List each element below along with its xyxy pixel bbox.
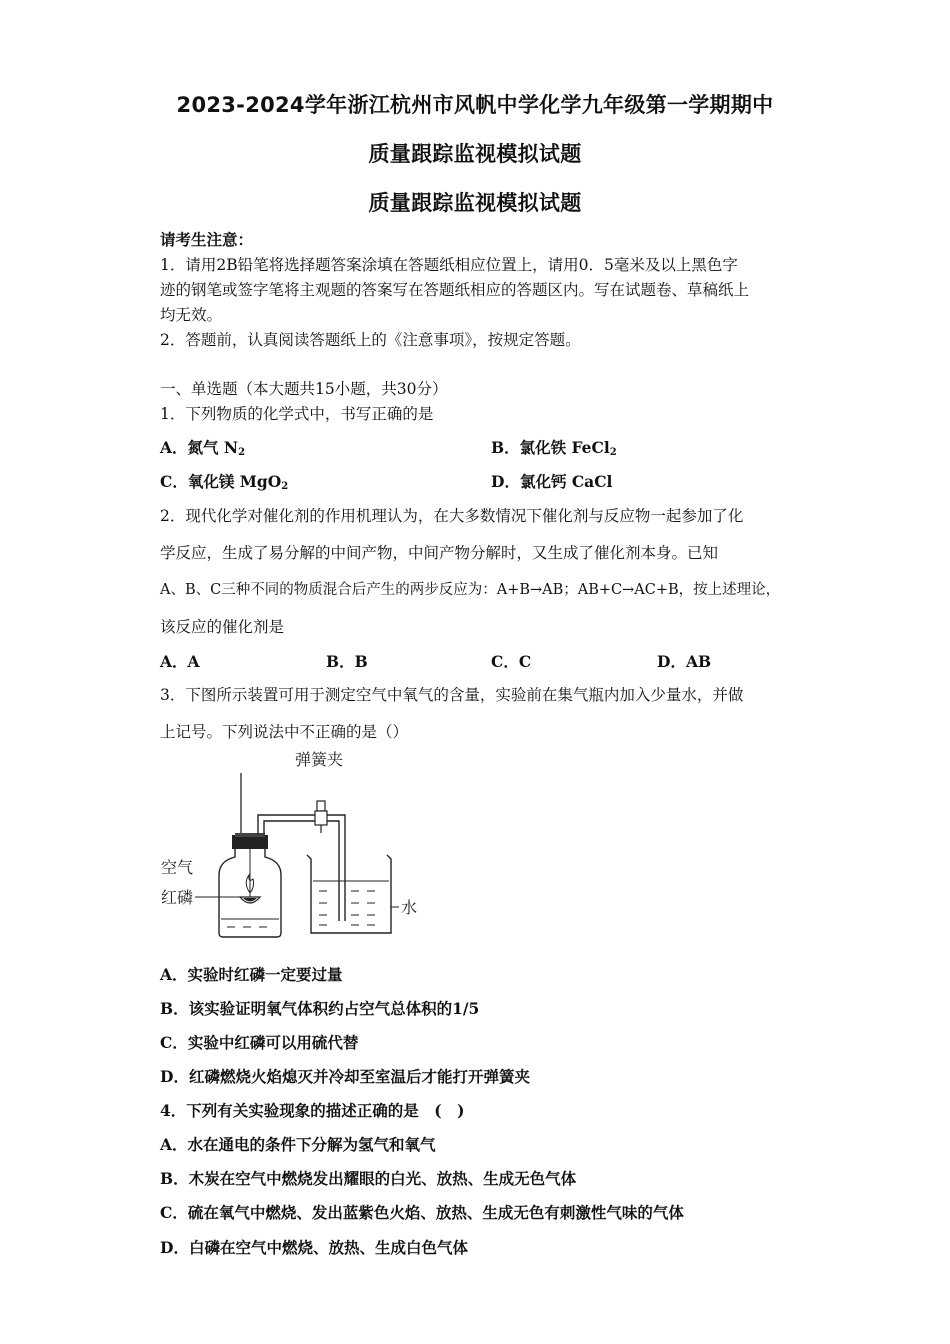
q2-option-d: D．AB [657, 652, 712, 671]
q1-option-b-text: B．氯化铁 FeCl [491, 438, 610, 457]
notice-item2: 2．答题前，认真阅读答题纸上的《注意事项》，按规定答题。 [160, 331, 581, 349]
q1-option-a-sub: 2 [238, 447, 246, 458]
q1-option-c-text: C．氧化镁 MgO [160, 472, 282, 491]
q1-option-d [491, 470, 612, 492]
q3-option-d: D．红磷燃烧火焰熄灭并冷却至室温后才能打开弹簧夹 [160, 1067, 530, 1086]
q1-option-b [491, 436, 617, 458]
label-water: 水 [401, 898, 418, 917]
q3-option-b: B．该实验证明氧气体积约占空气总体积的1/5 [160, 999, 480, 1018]
connecting-tube-inner [264, 821, 339, 921]
spring-clip-top [317, 801, 325, 811]
q4-option-c: C．硫在氧气中燃烧、发出蓝紫色火焰、放热、生成无色有刺激性气味的气体 [160, 1203, 684, 1222]
notice-heading: 请考生注意： [160, 230, 254, 249]
q4-option-d: D．白磷在空气中燃烧、放热、生成白色气体 [160, 1238, 468, 1257]
oxygen-apparatus-figure [155, 745, 425, 945]
q2-stem-line1: 2．现代化学对催化剂的作用机理认为，在大多数情况下催化剂与反应物一起参加了化 [160, 507, 744, 525]
q3-stem-line1: 3．下图所示装置可用于测定空气中氧气的含量，实验前在集气瓶内加入少量水，并做 [160, 686, 744, 704]
q4-option-b: B．木炭在空气中燃烧发出耀眼的白光、放热、生成无色气体 [160, 1169, 577, 1188]
q1-option-c-sub: 2 [281, 481, 289, 492]
exam-title-line3: 质量跟踪监视模拟试题 [368, 191, 582, 215]
q2-option-a: A．A [160, 652, 200, 671]
q1-option-b-sub: 2 [609, 447, 617, 458]
notice-item1-line3: 均无效。 [160, 306, 223, 324]
q1-option-d-text: D．氯化钙 CaCl [491, 472, 613, 491]
q2-option-b: B．B [326, 652, 368, 671]
q4-stem: 4．下列有关实验现象的描述正确的是 ( ) [160, 1101, 465, 1120]
exam-title-line1: 2023-2024学年浙江杭州市风帆中学化学九年级第一学期期中 [176, 93, 774, 117]
q2-stem-line4: 该反应的催化剂是 [160, 618, 285, 636]
q4-option-a: A．水在通电的条件下分解为氢气和氧气 [160, 1135, 436, 1154]
beaker-water-dashes [319, 891, 375, 925]
q1-stem: 1．下列物质的化学式中，书写正确的是 [160, 405, 434, 423]
q3-option-a: A．实验时红磷一定要过量 [160, 965, 343, 984]
bottle-stopper [232, 835, 268, 849]
notice-item1-line2: 迹的钢笔或签字笔将主观题的答案写在答题纸相应的答题区内。写在试题卷、草稿纸上 [160, 281, 750, 299]
beaker [307, 855, 391, 933]
q1-option-c [160, 470, 288, 492]
q1-option-a [160, 436, 245, 458]
label-air: 空气 [161, 858, 194, 877]
connecting-tube-outer [258, 815, 345, 921]
q2-stem-line2: 学反应，生成了易分解的中间产物，中间产物分解时，又生成了催化剂本身。已知 [160, 544, 719, 562]
label-red-phosphorus: 红磷 [161, 888, 194, 907]
q3-option-c: C．实验中红磷可以用硫代替 [160, 1033, 359, 1052]
stopper-top [235, 833, 265, 837]
q1-option-a-text: A．氮气 N [160, 438, 239, 457]
exam-title-line2: 质量跟踪监视模拟试题 [368, 142, 582, 166]
q2-option-c: C．C [491, 652, 532, 671]
q3-stem-line2: 上记号。下列说法中不正确的是（） [160, 723, 409, 741]
spring-clip-body [315, 811, 327, 825]
q2-stem-line3: A、B、C三种不同的物质混合后产生的两步反应为：A+B→AB；AB+C→AC+B，按上述理论， [160, 582, 781, 598]
label-spring-clip: 弹簧夹 [295, 750, 344, 769]
notice-item1-line1: 1．请用2B铅笔将选择题答案涂填在答题纸相应位置上，请用0．5毫米及以上黑色字 [160, 256, 738, 274]
section-heading: 一、单选题（本大题共15小题，共30分） [160, 380, 448, 398]
